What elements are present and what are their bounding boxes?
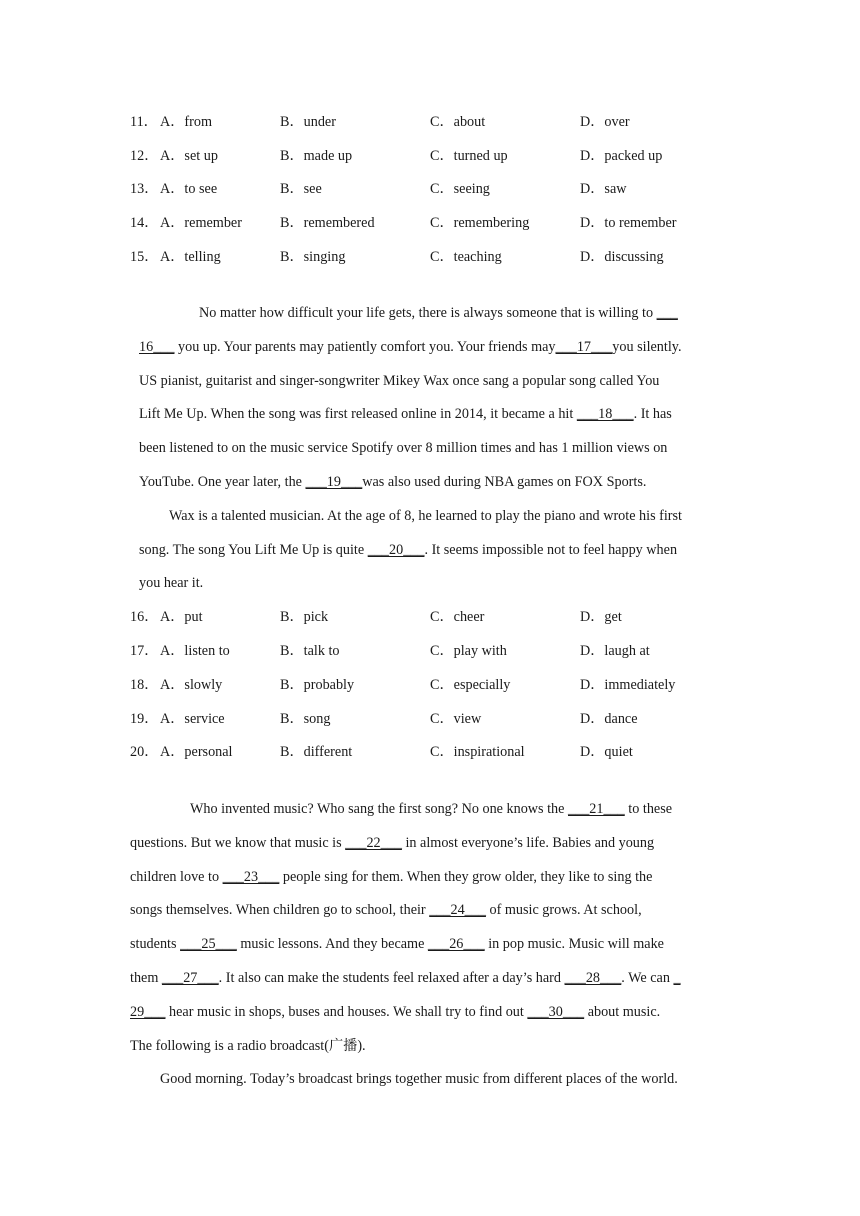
blank-22: ___22___ (345, 835, 402, 851)
option-b: B．made up (280, 148, 353, 164)
blank-17: ___17___ (555, 339, 613, 355)
passage2-line (160, 1069, 678, 1089)
blank-18: ___18___ (576, 406, 634, 422)
question-number: 11． (130, 114, 158, 130)
option-d: D．immediately (580, 677, 676, 693)
passage2-line (130, 968, 681, 988)
passage-text: . It seems impossible not to feel happy when (424, 542, 678, 558)
option-c: C．play with (430, 643, 507, 659)
passage-text: Lift Me Up. When the song was first released online in 2014, it became a hit (139, 406, 577, 422)
passage2-line (130, 833, 654, 853)
option-d: D．laugh at (580, 643, 650, 659)
option-a: A．telling (160, 249, 221, 265)
option-b: B．remembered (280, 215, 375, 231)
passage-text: songs themselves. When children go to school, their (130, 902, 430, 918)
question-number: 16． (130, 609, 159, 625)
blank-24: ___24___ (429, 902, 486, 918)
option-a: A．listen to (160, 643, 230, 659)
blank-21: ___21___ (568, 801, 625, 817)
passage1-line (139, 540, 677, 560)
passage-text: questions. But we know that music is (130, 835, 346, 851)
passage-text: children love to (130, 869, 223, 885)
blank-27: ___27___ (161, 970, 219, 986)
option-c: C．remembering (430, 215, 530, 231)
passage2-line (130, 867, 652, 887)
option-c: C．especially (430, 677, 511, 693)
option-d: D．saw (580, 181, 627, 197)
passage-text: YouTube. One year later, the (139, 474, 306, 490)
question-number: 15． (130, 249, 159, 265)
passage2-line (130, 1036, 366, 1056)
option-b: B．under (280, 114, 336, 130)
passage-text: about music. (584, 1004, 661, 1020)
passage-text: Good morning. Today’s broadcast brings together music from different places of the world. (160, 1071, 678, 1087)
option-a: A．from (160, 114, 213, 130)
passage-text: in pop music. Music will make (484, 936, 664, 952)
passage-text: . We can (621, 970, 674, 986)
option-d: D．dance (580, 711, 638, 727)
question-number: 14． (130, 215, 159, 231)
passage-text: was also used during NBA games on FOX Sports. (362, 474, 647, 490)
option-a: A．put (160, 609, 203, 625)
option-a: A．remember (160, 215, 242, 231)
passage-text: in almost everyone’s life. Babies and young (401, 835, 655, 851)
passage-text: you hear it. (139, 575, 204, 591)
passage-text: . It also can make the students feel relaxed after a day’s hard (218, 970, 565, 986)
passage2-line (130, 1002, 660, 1022)
blank-26: ___26___ (427, 936, 485, 952)
option-b: B．talk to (280, 643, 340, 659)
passage-text: of music grows. At school, (485, 902, 642, 918)
option-c: C．teaching (430, 249, 502, 265)
passage-text: them (130, 970, 162, 986)
blank-25: ___25___ (180, 936, 237, 952)
blank-29-start: _ (673, 970, 681, 986)
question-number: 19． (130, 711, 159, 727)
option-a: A．to see (160, 181, 218, 197)
option-b: B．song (280, 711, 331, 727)
passage-text: you up. Your parents may patiently comfort you. Your friends may (174, 339, 556, 355)
option-a: A．personal (160, 744, 233, 760)
option-d: D．discussing (580, 249, 664, 265)
question-number: 18． (130, 677, 159, 693)
passage-text: . It has (633, 406, 672, 422)
passage-text: you silently. (612, 339, 682, 355)
blank-30: ___30___ (527, 1004, 585, 1020)
passage1-line (199, 303, 678, 323)
blank-16-start: ___ (656, 305, 678, 321)
option-d: D．over (580, 114, 630, 130)
passage2-line (130, 934, 664, 954)
passage-text: people sing for them. When they grow older, they like to sing the (279, 869, 653, 885)
blank-19: ___19___ (305, 474, 363, 490)
passage1-line (139, 404, 672, 424)
option-d: D．get (580, 609, 622, 625)
passage1-line (139, 438, 667, 458)
passage-text: Wax is a talented musician. At the age of 8, he learned to play the piano and wrote his first (169, 508, 682, 524)
passage-text: The following is a radio broadcast(广播). (130, 1038, 366, 1054)
blank-20: ___20___ (367, 542, 425, 558)
passage1-line (139, 573, 203, 593)
option-c: C．seeing (430, 181, 490, 197)
passage-text: music lessons. And they became (236, 936, 428, 952)
option-d: D．quiet (580, 744, 633, 760)
passage1-line (139, 337, 682, 357)
option-b: B．probably (280, 677, 355, 693)
question-number: 13． (130, 181, 159, 197)
option-a: A．service (160, 711, 225, 727)
option-d: D．to remember (580, 215, 677, 231)
passage-text: No matter how difficult your life gets, there is always someone that is willing to (199, 305, 657, 321)
option-b: B．pick (280, 609, 329, 625)
option-d: D．packed up (580, 148, 663, 164)
option-c: C．view (430, 711, 482, 727)
passage2-line (130, 900, 642, 920)
blank-29: 29___ (130, 1004, 166, 1020)
passage-text: US pianist, guitarist and singer-songwriter Mikey Wax once sang a popular song called You (139, 373, 660, 389)
option-c: C．cheer (430, 609, 485, 625)
passage-text: been listened to on the music service Spotify over 8 million times and has 1 million views on (139, 440, 668, 456)
blank-16: 16___ (139, 339, 175, 355)
option-a: A．slowly (160, 677, 223, 693)
option-b: B．different (280, 744, 353, 760)
passage-text: song. The song You Lift Me Up is quite (139, 542, 368, 558)
passage-text: students (130, 936, 181, 952)
option-b: B．singing (280, 249, 346, 265)
option-a: A．set up (160, 148, 218, 164)
passage1-line (169, 506, 682, 526)
question-number: 17． (130, 643, 159, 659)
option-b: B．see (280, 181, 322, 197)
question-number: 12． (130, 148, 159, 164)
blank-23: ___23___ (222, 869, 280, 885)
passage1-line (139, 472, 646, 492)
blank-28: ___28___ (564, 970, 622, 986)
passage1-line (139, 371, 659, 391)
passage2-line (190, 799, 672, 819)
passage-text: Who invented music? Who sang the first song? No one knows the (190, 801, 568, 817)
option-c: C．turned up (430, 148, 508, 164)
passage-text: hear music in shops, buses and houses. We shall try to find out (165, 1004, 528, 1020)
passage-text: to these (624, 801, 673, 817)
option-c: C．inspirational (430, 744, 525, 760)
question-number: 20． (130, 744, 159, 760)
option-c: C．about (430, 114, 486, 130)
